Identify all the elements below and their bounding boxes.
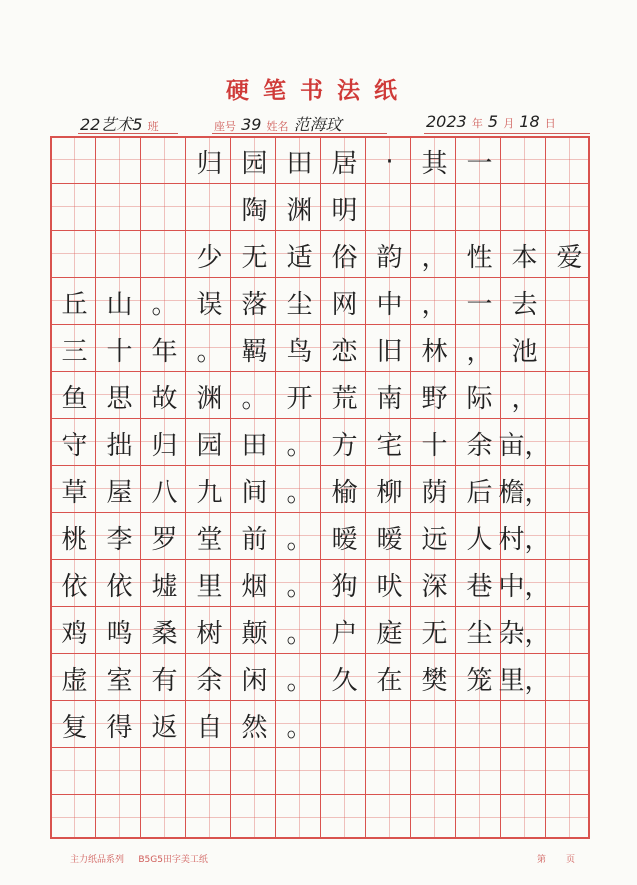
grid-cell — [412, 796, 457, 843]
grid-cell — [367, 702, 412, 749]
grid-cell: 鱼 — [61, 384, 88, 414]
grid-cell: 柳 — [376, 478, 403, 508]
grid-cell — [547, 279, 592, 326]
grid-cell: ， — [421, 243, 448, 273]
month-value: 5 — [487, 112, 499, 131]
grid-cell: 虚 — [61, 666, 88, 696]
grid-cell: 后 — [466, 478, 493, 508]
grid-cell — [412, 702, 457, 749]
grid-cell: 三 — [61, 337, 88, 367]
grid-cell: 烟 — [241, 572, 268, 602]
grid-cell: 。 — [286, 431, 313, 461]
grid-cell — [457, 749, 502, 796]
grid-cell: 羁 — [241, 337, 268, 367]
grid-cell: 尘 — [286, 290, 313, 320]
grid-cell: 无 — [421, 619, 448, 649]
grid-cell: 居 — [331, 149, 358, 179]
grid-cell — [547, 514, 592, 561]
grid-cell: 狗 — [331, 572, 358, 602]
grid-cell: 韵 — [376, 243, 403, 273]
grid-cell: 。 — [151, 290, 178, 320]
grid-cell: 亩， — [498, 431, 551, 461]
grid-cell — [97, 185, 142, 232]
grid-cell: 适 — [286, 243, 313, 273]
grid-cell: 。 — [196, 337, 223, 367]
footer-page-unit: 页 — [566, 855, 576, 865]
footer-right — [537, 852, 575, 865]
grid-cell — [52, 138, 97, 185]
grid-cell: 里， — [498, 666, 551, 696]
grid-cell — [547, 185, 592, 232]
grid-cell — [502, 749, 547, 796]
grid-cell: 归 — [196, 149, 223, 179]
grid-cell — [502, 796, 547, 843]
name-underline — [212, 133, 387, 134]
grid-cell: ， — [511, 384, 538, 414]
grid-cell: 渊 — [286, 196, 313, 226]
date-underline — [424, 133, 590, 134]
grid-cell — [97, 232, 142, 279]
footer-paper: B5G5田字美工纸 — [138, 855, 208, 865]
grid-cell: 渊 — [196, 384, 223, 414]
grid-cell: 旧 — [376, 337, 403, 367]
grid-cell: 。 — [286, 619, 313, 649]
grid-cell: 中， — [498, 572, 551, 602]
grid-cell: 户 — [331, 619, 358, 649]
grid-cell: 性 — [466, 243, 493, 273]
grid-cell: 池 — [511, 337, 538, 367]
grid-cell: 归 — [151, 431, 178, 461]
grid-cell: 村， — [498, 525, 551, 555]
grid-cell — [52, 796, 97, 843]
grid-cell: 堂 — [196, 525, 223, 555]
grid-cell — [502, 702, 547, 749]
grid-cell: 前 — [241, 525, 268, 555]
grid-cell — [547, 796, 592, 843]
day-label: 日 — [544, 117, 556, 130]
grid-cell — [187, 796, 232, 843]
grid-cell: 榆 — [331, 478, 358, 508]
grid-cell — [277, 796, 322, 843]
grid-cell — [457, 185, 502, 232]
grid-cell: 田 — [286, 149, 313, 179]
grid-cell: 爱 — [556, 243, 583, 273]
grid-cell: 杂， — [498, 619, 551, 649]
seat-label: 座号 — [214, 120, 236, 133]
writing-grid — [50, 136, 590, 839]
grid-cell: 人 — [466, 525, 493, 555]
grid-cell: 暧 — [331, 525, 358, 555]
grid-cell: 。 — [241, 384, 268, 414]
grid-cell — [547, 749, 592, 796]
grid-cell — [547, 655, 592, 702]
grid-cell: 罗 — [151, 525, 178, 555]
name-value: 范海玟 — [293, 115, 342, 134]
grid-cell: 俗 — [331, 243, 358, 273]
grid-cell: 深 — [421, 572, 448, 602]
grid-cell: 自 — [196, 713, 223, 743]
grid-cell: 树 — [196, 619, 223, 649]
grid-cell: 其 — [421, 149, 448, 179]
class-label: 班 — [147, 120, 159, 133]
page-title: 硬笔书法纸 — [226, 77, 411, 104]
grid-cell: 颠 — [241, 619, 268, 649]
footer-series: 主力纸品系列 — [70, 855, 125, 865]
grid-cell: 方 — [331, 431, 358, 461]
grid-cell — [187, 749, 232, 796]
grid-cell — [412, 185, 457, 232]
grid-cell — [547, 420, 592, 467]
grid-cell: 尘 — [466, 619, 493, 649]
grid-cell — [52, 232, 97, 279]
grid-cell — [322, 749, 367, 796]
year-label: 年 — [471, 117, 483, 130]
grid-cell: 野 — [421, 384, 448, 414]
grid-cell: 九 — [196, 478, 223, 508]
grid-cell — [187, 185, 232, 232]
grid-cell: 山 — [106, 290, 133, 320]
grid-cell: 。 — [286, 525, 313, 555]
grid-cell: 里 — [196, 572, 223, 602]
grid-cell: 余 — [196, 666, 223, 696]
grid-cell: 一 — [466, 290, 493, 320]
grid-cell: 樊 — [421, 666, 448, 696]
grid-cell: 鸡 — [61, 619, 88, 649]
grid-cell: 庭 — [376, 619, 403, 649]
grid-cell: 闲 — [241, 666, 268, 696]
grid-cell — [502, 138, 547, 185]
grid-cell — [547, 373, 592, 420]
grid-cell: 复 — [61, 713, 88, 743]
name-label: 姓名 — [266, 120, 289, 133]
grid-cell — [142, 138, 187, 185]
grid-cell — [367, 185, 412, 232]
grid-cell: 十 — [421, 431, 448, 461]
grid-cell: · — [385, 146, 394, 177]
grid-cell: 十 — [106, 337, 133, 367]
grid-cell: 。 — [286, 713, 313, 743]
grid-cell: 际 — [466, 384, 493, 414]
grid-cell: 园 — [196, 431, 223, 461]
grid-cell — [52, 749, 97, 796]
day-value: 18 — [519, 112, 540, 131]
grid-cell — [142, 796, 187, 843]
grid-cell — [547, 608, 592, 655]
grid-cell: ， — [466, 337, 493, 367]
grid-cell: 墟 — [151, 572, 178, 602]
grid-cell: 宅 — [376, 431, 403, 461]
grid-cell — [97, 796, 142, 843]
grid-cell — [277, 749, 322, 796]
grid-cell: 得 — [106, 713, 133, 743]
grid-cell — [457, 702, 502, 749]
grid-cell: 久 — [331, 666, 358, 696]
grid-cell: 返 — [151, 713, 178, 743]
grid-cell: 少 — [196, 243, 223, 273]
grid-cell: 田 — [241, 431, 268, 461]
class-underline — [78, 133, 178, 134]
grid-cell: 园 — [241, 149, 268, 179]
grid-cell: 然 — [241, 713, 268, 743]
footer-left — [70, 852, 208, 865]
grid-cell: 鸟 — [286, 337, 313, 367]
seat-value: 39 — [241, 115, 262, 134]
grid-cell: 檐， — [498, 478, 551, 508]
grid-cell: 无 — [241, 243, 268, 273]
grid-cell: 丘 — [61, 290, 88, 320]
grid-cell: 间 — [241, 478, 268, 508]
grid-cell: 草 — [61, 478, 88, 508]
footer-page-label: 第 — [537, 855, 547, 865]
grid-cell: 室 — [106, 666, 133, 696]
grid-cell: 依 — [61, 572, 88, 602]
grid-cell: 去 — [511, 290, 538, 320]
grid-cell: 在 — [376, 666, 403, 696]
grid-cell — [97, 749, 142, 796]
grid-cell — [142, 232, 187, 279]
grid-cell: 开 — [286, 384, 313, 414]
grid-cell: 荫 — [421, 478, 448, 508]
grid-cell — [367, 749, 412, 796]
grid-cell: 落 — [241, 290, 268, 320]
month-label: 月 — [503, 117, 515, 130]
grid-cell: 拙 — [106, 431, 133, 461]
grid-cell — [322, 796, 367, 843]
grid-cell: 年 — [151, 337, 178, 367]
grid-cell: 余 — [466, 431, 493, 461]
grid-cell: 陶 — [241, 196, 268, 226]
grid-cell — [142, 749, 187, 796]
grid-cell: 八 — [151, 478, 178, 508]
grid-cell: 中 — [376, 290, 403, 320]
grid-cell: 本 — [511, 243, 538, 273]
grid-cell: 屋 — [106, 478, 133, 508]
class-value: 22艺术5 — [80, 115, 143, 134]
grid-cell — [52, 185, 97, 232]
grid-cell: 鸣 — [106, 619, 133, 649]
grid-cell — [547, 138, 592, 185]
grid-cell — [412, 749, 457, 796]
grid-cell — [232, 796, 277, 843]
year-value: 2023 — [426, 112, 467, 131]
grid-cell — [547, 467, 592, 514]
grid-cell: 桑 — [151, 619, 178, 649]
grid-cell — [367, 796, 412, 843]
grid-cell — [457, 796, 502, 843]
grid-cell — [547, 326, 592, 373]
grid-cell: 守 — [61, 431, 88, 461]
grid-cell: 远 — [421, 525, 448, 555]
grid-cell: 。 — [286, 478, 313, 508]
grid-cell: 明 — [331, 196, 358, 226]
grid-cell — [232, 749, 277, 796]
grid-cell: 误 — [196, 290, 223, 320]
grid-cell: 巷 — [466, 572, 493, 602]
grid-cell: 林 — [421, 337, 448, 367]
grid-cell: 桃 — [61, 525, 88, 555]
grid-cell: 。 — [286, 666, 313, 696]
grid-cell: 吠 — [376, 572, 403, 602]
grid-cell: 网 — [331, 290, 358, 320]
grid-cell: 笼 — [466, 666, 493, 696]
grid-cell: 恋 — [331, 337, 358, 367]
grid-cell: 南 — [376, 384, 403, 414]
grid-cell: 故 — [151, 384, 178, 414]
grid-cell: 依 — [106, 572, 133, 602]
grid-cell: ， — [421, 290, 448, 320]
grid-cell: 李 — [106, 525, 133, 555]
grid-cell: 思 — [106, 384, 133, 414]
grid-cell: 有 — [151, 666, 178, 696]
grid-cell — [502, 185, 547, 232]
grid-cell — [547, 702, 592, 749]
grid-cell — [97, 138, 142, 185]
grid-cell — [322, 702, 367, 749]
grid-cell — [142, 185, 187, 232]
grid-cell: 暧 — [376, 525, 403, 555]
grid-cell: 。 — [286, 572, 313, 602]
grid-cell: 一 — [466, 149, 493, 179]
grid-cell — [547, 561, 592, 608]
grid-cell: 荒 — [331, 384, 358, 414]
